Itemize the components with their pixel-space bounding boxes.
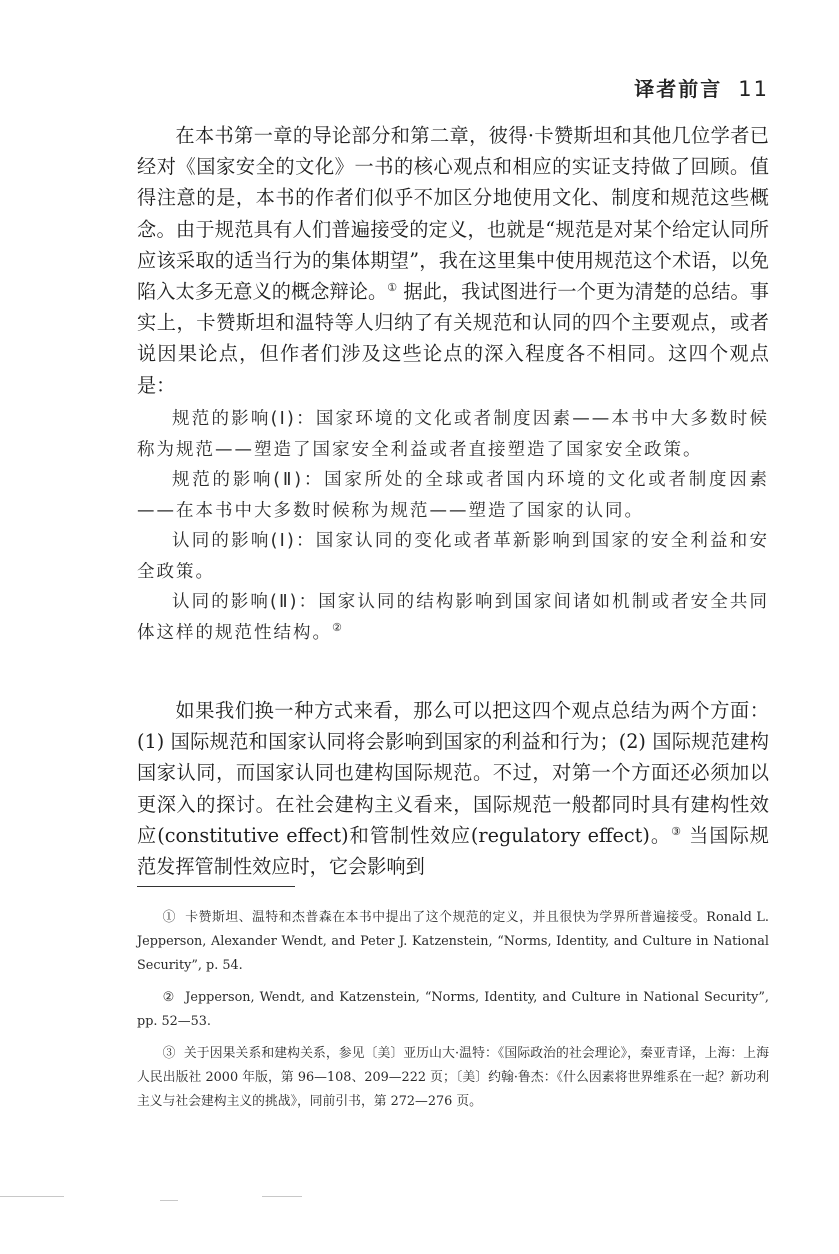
footnote-ref-2[interactable]: ② [332, 620, 344, 634]
quote-item: 规范的影响(Ⅱ)：国家所处的全球或者国内环境的文化或者制度因素——在本书中大多数时候称为规范——塑造了国家的认同。 [137, 470, 769, 521]
footnote-1 [137, 906, 769, 978]
body-paragraph-1 [137, 120, 769, 401]
footnote-2 [137, 986, 769, 1034]
footnote-3 [137, 1042, 769, 1114]
footnote-ref-1[interactable]: ① [387, 281, 398, 295]
running-header [634, 73, 769, 102]
footnote-divider [137, 886, 295, 887]
footnotes [137, 906, 769, 1122]
body-paragraph-2 [137, 695, 769, 882]
paragraph-text-main: 如果我们换一种方式来看，那么可以把这四个观点总结为两个方面：(1) 国际规范和国家认同将会影响到国家的利益和行为；(2) 国际规范建构国家认同，而国家认同也建构国际规范。不过，对第一个方面还必须加以更深入的探讨。在社会建构主义看来，国际规范一般都同时具有建构性效应(constitutive effect)和管制性效应(regulatory effect)。 [137, 699, 769, 847]
footnote-text: Jepperson, Wendt, and Katzenstein, “Norms, Identity, and Culture in National Security”, pp. 52—53. [137, 990, 769, 1029]
paragraph-text-continued: 当国际规范发挥管制性效应时，它会影响到 [137, 823, 769, 879]
footnote-mark: ② [162, 990, 176, 1005]
footnote-mark: ③ [162, 1046, 176, 1061]
paragraph-text-continued: 据此，我试图进行一个更为清楚的总结。事实上，卡赞斯坦和温特等人归纳了有关规范和认同的四个主要观点，或者说因果论点，但作者们涉及这些论点的深入程度各不相同。这四个观点是： [137, 280, 769, 397]
paragraph-text [137, 695, 769, 882]
paragraph-text-main: 在本书第一章的导论部分和第二章，彼得·卡赞斯坦和其他几位学者已经对《国家安全的文化》一书的核心观点和相应的实证支持做了回顾。值得注意的是，本书的作者们似乎不加区分地使用文化、制度和规范这些概念。由于规范具有人们普遍接受的定义，也就是“规范是对某个给定认同所应该采取的适当行为的集体期望”，我在这里集中使用规范这个术语，以免陷入太多无意义的概念辩论。 [137, 124, 769, 304]
scan-artifact [262, 1196, 302, 1197]
paragraph-text [137, 120, 769, 401]
header-title: 译者前言 [634, 77, 723, 101]
footnote-mark: ① [162, 910, 176, 925]
footnote-text: 卡赞斯坦、温特和杰普森在本书中提出了这个规范的定义，并且很快为学界所普遍接受。Ronald L. Jepperson, Alexander Wendt, and Peter J. Katzenstein, “Norms, Identity, and Culture in National Security”, p. 54. [137, 910, 769, 973]
footnote-ref-3[interactable]: ③ [671, 824, 683, 838]
quote-item: 规范的影响(Ⅰ)：国家环境的文化或者制度因素——本书中大多数时候称为规范——塑造了国家安全利益或者直接塑造了国家安全政策。 [137, 409, 769, 460]
quote-item [137, 587, 769, 648]
block-quote [137, 404, 769, 648]
scan-artifact [160, 1200, 178, 1201]
scan-artifact [0, 1196, 64, 1197]
quote-item-text: 认同的影响(Ⅱ)：国家认同的结构影响到国家间诸如机制或者安全共同体这样的规范性结构。 [137, 592, 769, 643]
footnote-text: 关于因果关系和建构关系，参见〔美〕亚历山大·温特：《国际政治的社会理论》，秦亚青译，上海：上海人民出版社 2000 年版，第 96—108、209—222 页；〔美〕约翰·鲁杰：《什么因素将世界维系在一起？新功利主义与社会建构主义的挑战》，同前引书，第 272—276 页。 [137, 1046, 770, 1109]
quote-item: 认同的影响(Ⅰ)：国家认同的变化或者革新影响到国家的安全利益和安全政策。 [137, 531, 769, 582]
page-number: 11 [738, 77, 769, 101]
